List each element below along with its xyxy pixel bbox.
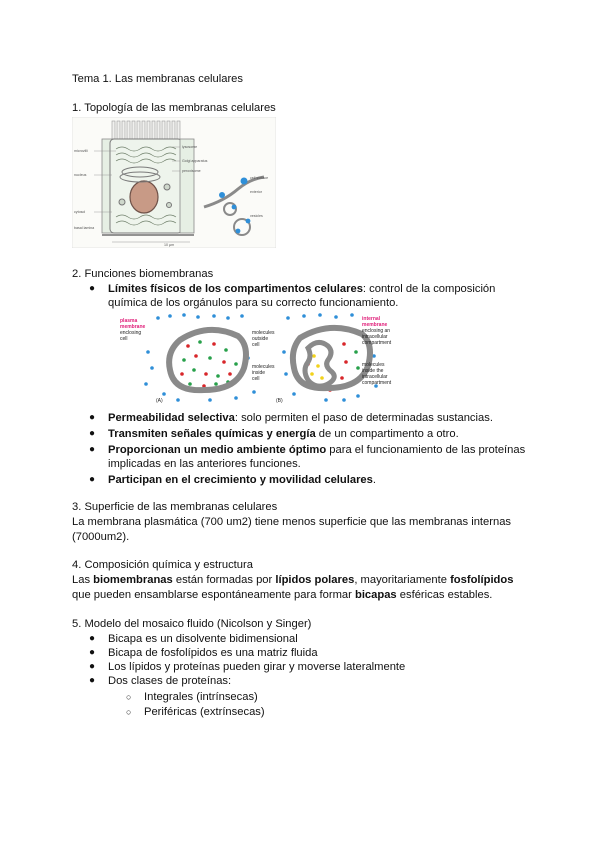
section-3-text-1: La membrana plasmática (700 um2) tiene menos superficie que las membranas internas: [72, 516, 512, 528]
fig-label-b-in-1: molecules: [362, 362, 385, 368]
label-scale: 10 µm: [164, 243, 175, 247]
list-item: ● Dos clases de proteínas:: [89, 675, 232, 687]
label-basal-lamina: basal lamina: [74, 226, 95, 230]
circle-bullet-icon: ○: [126, 707, 132, 717]
molecule-dot: [212, 314, 216, 318]
section-3-heading: 3. Superficie de las membranas celulares: [72, 501, 278, 513]
molecule-dot: [292, 392, 296, 396]
label-microvilli: microvilli: [74, 149, 88, 153]
fig-label-out-1: molecules: [252, 330, 275, 336]
sub-list-item: ○ Periféricas (extrínsecas): [126, 706, 265, 718]
molecule-dot: [284, 372, 288, 376]
molecule-dot: [344, 360, 348, 364]
fig-label-in-1: molecules: [252, 364, 275, 370]
bullet-icon: ●: [89, 633, 96, 644]
fig-label-plasma: plasma: [120, 318, 138, 324]
molecule-dot: [316, 364, 320, 368]
section-4-text-1: Las biomembranas están formadas por lípidos polares, mayoritariamente fosfolípidos: [72, 574, 514, 586]
bullet-icon: ●: [89, 283, 96, 294]
molecule-dot: [310, 372, 314, 376]
circle-bullet-icon: ○: [126, 692, 132, 702]
molecule-dot: [214, 382, 218, 386]
molecule-dot: [204, 372, 208, 376]
molecule-dot: [356, 366, 360, 370]
membrane-topology-figure: [72, 117, 276, 248]
molecule-dot: [342, 342, 346, 346]
label-exterior: exterior: [250, 190, 262, 194]
molecule-dot: [216, 374, 220, 378]
molecule-dot: [222, 360, 226, 364]
bullet-icon: ●: [89, 474, 96, 485]
molecule-dot: [212, 342, 216, 346]
document-title: Tema 1. Las membranas celulares: [72, 73, 243, 85]
molecule-dot: [196, 315, 200, 319]
molecule-dot: [356, 394, 360, 398]
compartment-figure: [118, 312, 418, 406]
molecule-dot: [282, 350, 286, 354]
fig-label-compartment: compartment: [362, 340, 392, 346]
molecule-dot: [228, 372, 232, 376]
fig-label-membrane-b: membrane: [362, 322, 388, 328]
label-nucleus: nucleus: [74, 173, 87, 177]
bullet-icon: ●: [89, 661, 96, 672]
label-cell-surface: cell surface: [250, 176, 269, 180]
list-item: ● Transmiten señales químicas y energía de un compartimento a otro.: [89, 428, 459, 440]
section-5-heading: 5. Modelo del mosaico fluido (Nicolson y Singer): [72, 618, 312, 630]
fig-label-out-3: cell: [252, 342, 260, 348]
molecule-dot: [186, 344, 190, 348]
fig-label-in-3: cell: [252, 376, 260, 382]
list-item: ● Los lípidos y proteínas pueden girar y moverse lateralmente: [89, 661, 406, 673]
molecule-dot: [354, 350, 358, 354]
molecule-dot: [180, 372, 184, 376]
molecule-dot: [168, 314, 172, 318]
section-4-text-2: que pueden ensamblarse espontáneamente para formar bicapas esféricas estables.: [72, 589, 493, 601]
molecule-dot: [144, 382, 148, 386]
bullet-icon: ●: [89, 675, 96, 686]
fig-panel-b: (B): [276, 398, 283, 404]
plasma-membrane-a: [169, 330, 246, 390]
fig-label-b-in-3: intracellular: [362, 374, 388, 380]
molecule-dot: [320, 376, 324, 380]
bullet-icon: ●: [89, 412, 96, 423]
molecule-dot: [208, 398, 212, 402]
molecule-dot: [224, 348, 228, 352]
functions-list-2: [89, 411, 528, 487]
section-4-heading: 4. Composición química y estructura: [72, 559, 253, 571]
label-golgi: Golgi apparatus: [182, 159, 208, 163]
fig-label-intracellular: intracellular: [362, 334, 388, 340]
molecule-dot: [318, 313, 322, 317]
list-item: ● Proporcionan un medio ambiente óptimo para el funcionamiento de las proteínas implicadas en las anteriores funciones.: [89, 444, 526, 470]
molecule-dot: [324, 398, 328, 402]
molecule-dot: [156, 316, 160, 320]
label-vesicles: vesicles: [250, 214, 263, 218]
molecule-dot: [302, 314, 306, 318]
fig-label-b-in-4: compartment: [362, 380, 392, 386]
fig-label-membrane: membrane: [120, 324, 146, 330]
molecule-dot: [182, 358, 186, 362]
molecule-dot: [198, 340, 202, 344]
molecule-dot: [342, 398, 346, 402]
molecule-dot: [226, 316, 230, 320]
molecule-dot: [176, 398, 180, 402]
fig-label-enclosing: enclosing: [120, 330, 142, 336]
section-1-heading: 1. Topología de las membranas celulares: [72, 102, 276, 114]
label-peroxisome: peroxisome: [182, 169, 201, 173]
fig-label-b-in-2: inside the: [362, 368, 384, 374]
fig-label-cell: cell: [120, 336, 128, 342]
sub-list-item: ○ Integrales (intrínsecas): [126, 691, 258, 703]
molecule-dot: [286, 316, 290, 320]
bullet-icon: ●: [89, 428, 96, 439]
fig-label-enclosing-b: enclosing an: [362, 328, 391, 334]
molecule-dot: [182, 313, 186, 317]
list-item: ● Permeabilidad selectiva: solo permiten el paso de determinadas sustancias.: [89, 412, 493, 424]
section-2-heading: 2. Funciones biomembranas: [72, 268, 214, 280]
fig-label-internal: internal: [362, 316, 381, 322]
section-3-text-2: (7000um2).: [72, 531, 130, 543]
label-lysosome: lysosome: [182, 145, 198, 149]
molecule-dot: [194, 354, 198, 358]
bullet-icon: ●: [89, 444, 96, 455]
molecule-dot: [146, 350, 150, 354]
list-item: ● Bicapa de fosfolípidos es una matriz fluida: [89, 647, 318, 659]
molecule-dot: [188, 382, 192, 386]
molecule-dot: [312, 354, 316, 358]
molecule-dot: [150, 366, 154, 370]
list-item: ● Participan en el crecimiento y movilidad celulares.: [89, 474, 376, 486]
molecule-dot: [350, 313, 354, 317]
fig-label-in-2: inside: [252, 370, 266, 376]
protein-classes-list: [126, 690, 524, 719]
internal-membrane-b: [305, 342, 334, 386]
list-item: ● Bicapa es un disolvente bidimensional: [89, 633, 298, 645]
molecule-dot: [208, 356, 212, 360]
molecule-dot: [340, 376, 344, 380]
fig-label-out-2: outside: [252, 336, 269, 342]
molecule-dot: [240, 314, 244, 318]
list-item: ● Límites físicos de los compartimentos celulares: control de la composición química de los orgánulos para su correcto funcionamiento.: [89, 283, 496, 309]
molecule-dot: [192, 368, 196, 372]
molecule-dot: [234, 362, 238, 366]
molecule-dot: [162, 392, 166, 396]
molecule-dot: [234, 396, 238, 400]
fig-panel-a: (A): [156, 398, 163, 404]
functions-list-1: [89, 282, 528, 310]
mosaic-list: [89, 632, 528, 688]
molecule-dot: [334, 315, 338, 319]
label-cytosol: cytosol: [74, 210, 86, 214]
molecule-dot: [252, 390, 256, 394]
bullet-icon: ●: [89, 647, 96, 658]
